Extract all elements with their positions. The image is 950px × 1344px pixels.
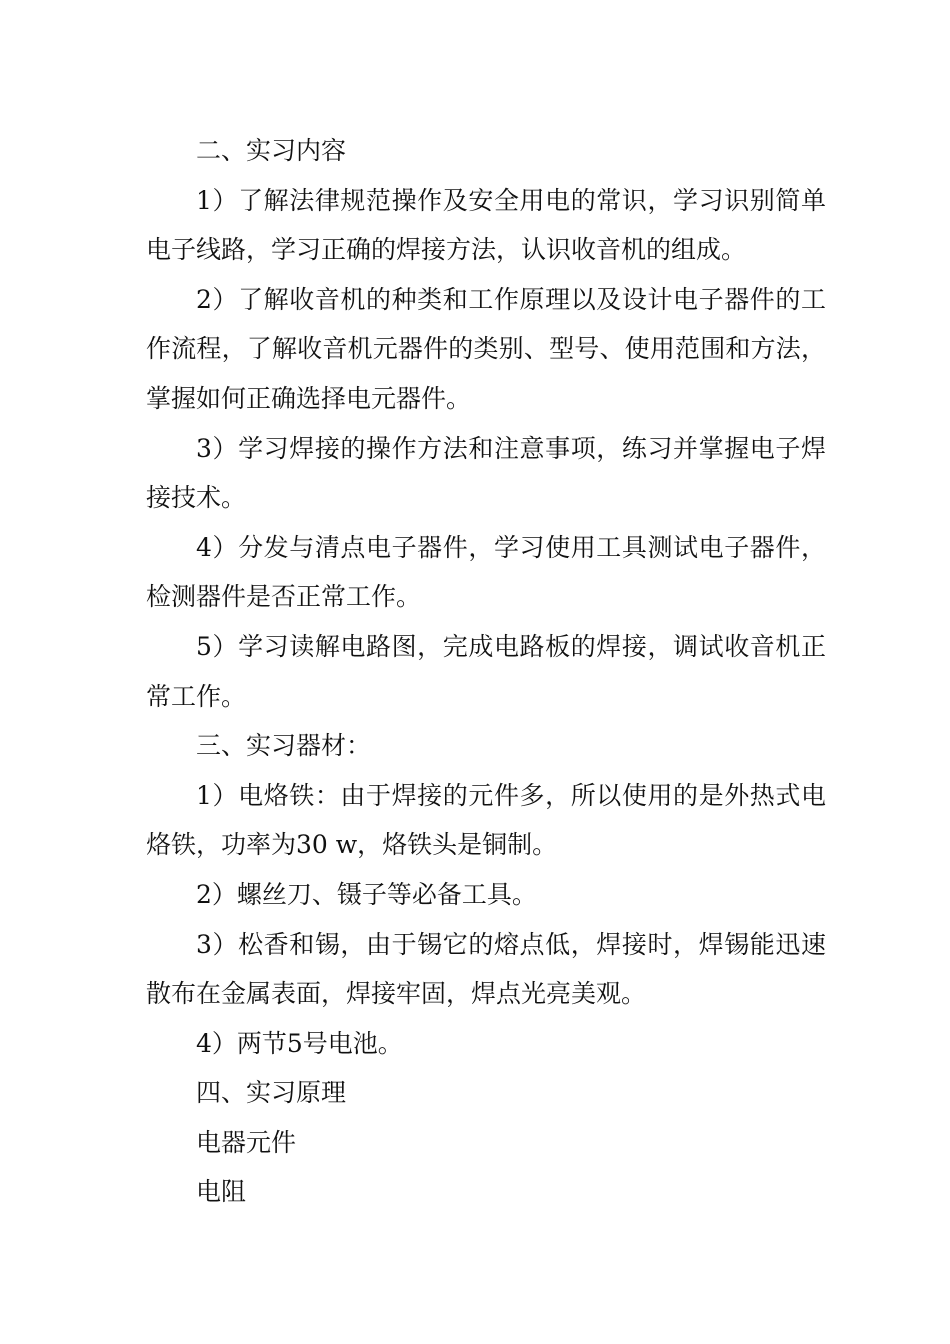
- equipment-item-1: 1）电烙铁：由于焊接的元件多，所以使用的是外热式电烙铁，功率为30 w，烙铁头是铜制。: [146, 780, 826, 860]
- section-heading-principle: 四、实习原理: [196, 1078, 347, 1108]
- equipment-item-4: 4）两节5号电池。: [196, 1028, 403, 1058]
- section-heading-content: 二、实习内容: [196, 136, 347, 165]
- content-item-3: 3）学习焊接的操作方法和注意事项，练习并掌握电子焊接技术。: [146, 433, 826, 513]
- subheading-components: 电器元件: [196, 1127, 297, 1157]
- content-item-4: 4）分发与清点电子器件，学习使用工具测试电子器件，检测器件是否正常工作。: [146, 532, 826, 612]
- equipment-item-2: 2）螺丝刀、镊子等必备工具。: [196, 879, 537, 909]
- content-item-2: 2）了解收音机的种类和工作原理以及设计电子器件的工作流程，了解收音机元器件的类别、型号、使用范围和方法，掌握如何正确选择电元器件。: [146, 284, 826, 413]
- subheading-resistor: 电阻: [196, 1177, 247, 1207]
- content-item-1: 1）了解法律规范操作及安全用电的常识，学习识别简单电子线路，学习正确的焊接方法，认识收音机的组成。: [146, 185, 826, 265]
- section-heading-equipment: 三、实习器材：: [196, 731, 372, 761]
- content-item-5: 5）学习读解电路图，完成电路板的焊接，调试收音机正常工作。: [146, 631, 826, 711]
- equipment-item-3: 3）松香和锡，由于锡它的熔点低，焊接时，焊锡能迅速散布在金属表面，焊接牢固，焊点光亮美观。: [146, 929, 826, 1009]
- document-body: [146, 126, 826, 1217]
